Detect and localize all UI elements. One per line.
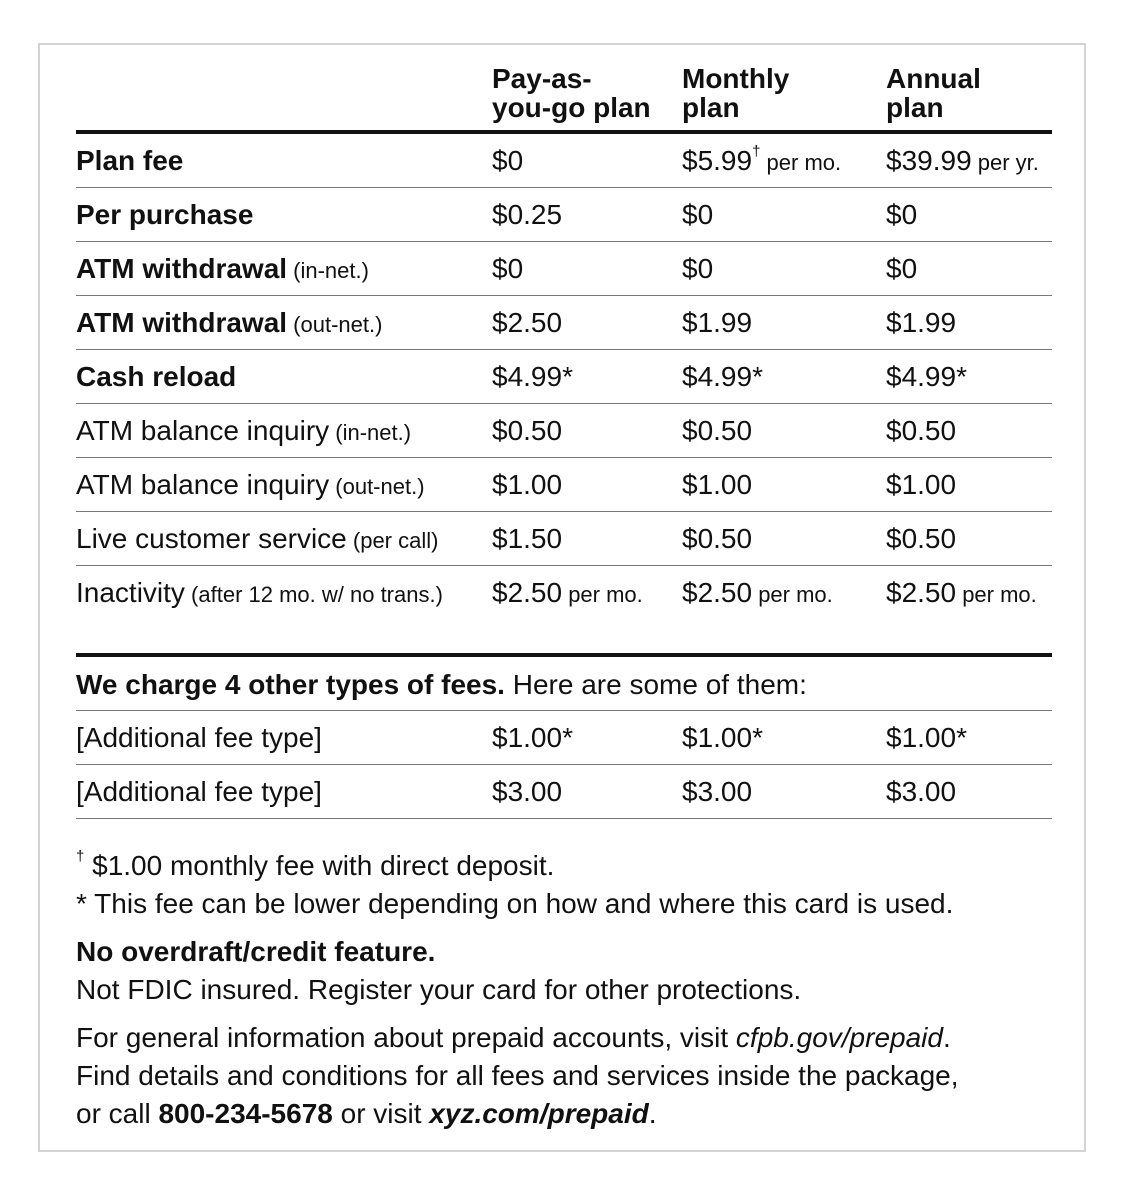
overdraft-notice: No overdraft/credit feature. [76,936,436,967]
row-label: [Additional fee type] [76,776,322,807]
footnotes [76,847,1052,1133]
col-header-monthly: Monthly plan [682,63,790,123]
info-line-1: For general information about prepaid accounts, visit cfpb.gov/prepaid. [76,1022,951,1053]
row-label: ATM balance inquiry (out-net.) [76,469,425,500]
annual-value: $0.50 [886,415,957,446]
phone-number[interactable]: 800-234-5678 [158,1098,333,1129]
fee-disclosure [76,64,1052,1133]
row-label: Plan fee [76,145,184,176]
annual-value: $2.50 per mo. [886,577,1037,608]
monthly-value: $3.00 [682,776,753,807]
annual-value: $1.00* [886,722,967,753]
annual-value: $0 [886,199,918,230]
fee-row-cash-reload [76,350,1052,404]
fee-row-inactivity [76,566,1052,619]
annual-value: $3.00 [886,776,957,807]
monthly-value: $4.99* [682,361,763,392]
dagger-footnote: † $1.00 monthly fee with direct deposit. [76,848,555,881]
col-header-annual: Annual plan [886,63,981,123]
annual-value: $0.50 [886,523,957,554]
pay-as-you-go-value: $0.25 [492,199,563,230]
pay-as-you-go-value: $2.50 [492,307,563,338]
fdic-notice: Not FDIC insured. Register your card for other protections. [76,974,802,1005]
row-label: ATM withdrawal (in-net.) [76,253,369,284]
pay-as-you-go-value: $0 [492,145,524,176]
row-label: Per purchase [76,199,254,230]
additional-fee-row [76,765,1052,819]
pay-as-you-go-value: $1.50 [492,523,563,554]
monthly-value: $0.50 [682,523,753,554]
plan-header-row [76,64,1052,134]
fee-row-atm-withdrawal-out-net [76,296,1052,350]
monthly-value: $2.50 per mo. [682,577,833,608]
fee-row-balance-inquiry-in-net [76,404,1052,458]
annual-value: $4.99* [886,361,967,392]
annual-value: $0 [886,253,918,284]
info-line-2: Find details and conditions for all fees and services inside the package, [76,1060,959,1091]
annual-value: $1.00 [886,469,957,500]
monthly-value: $0 [682,253,714,284]
annual-value: $1.99 [886,307,957,338]
monthly-value: $1.00 [682,469,753,500]
monthly-value: $1.99 [682,307,753,338]
annual-value: $39.99 per yr. [886,145,1039,176]
info-line-3: or call 800-234-5678 or visit xyz.com/prepaid. [76,1098,657,1129]
row-label: ATM balance inquiry (in-net.) [76,415,412,446]
monthly-value: $0.50 [682,415,753,446]
pay-as-you-go-value: $0 [492,253,524,284]
row-label: Inactivity (after 12 mo. w/ no trans.) [76,577,443,608]
other-fees-heading: We charge 4 other types of fees. Here are some of them: [76,657,1052,711]
pay-as-you-go-value: $4.99* [492,361,573,392]
section-divider [76,619,1052,657]
xyz-link[interactable]: xyz.com/prepaid [429,1098,649,1129]
col-header-pay-as-you-go: Pay-as- you-go plan [492,63,651,123]
pay-as-you-go-value: $2.50 per mo. [492,577,643,608]
row-label: Cash reload [76,361,237,392]
fee-row-balance-inquiry-out-net [76,458,1052,512]
star-footnote: * This fee can be lower depending on how and where this card is used. [76,888,954,919]
monthly-value: $1.00* [682,722,763,753]
pay-as-you-go-value: $3.00 [492,776,563,807]
additional-fee-row [76,711,1052,765]
row-label: ATM withdrawal (out-net.) [76,307,383,338]
row-label: [Additional fee type] [76,722,322,753]
row-label: Live customer service (per call) [76,523,439,554]
pay-as-you-go-value: $1.00 [492,469,563,500]
fee-row-customer-service [76,512,1052,566]
dagger-mark: † [752,143,761,160]
fee-row-plan-fee [76,134,1052,188]
monthly-value: $5.99† per mo. [682,143,842,176]
fee-row-per-purchase [76,188,1052,242]
pay-as-you-go-value: $1.00* [492,722,573,753]
cfpb-link[interactable]: cfpb.gov/prepaid [735,1022,943,1053]
fee-row-atm-withdrawal-in-net [76,242,1052,296]
monthly-value: $0 [682,199,714,230]
pay-as-you-go-value: $0.50 [492,415,563,446]
